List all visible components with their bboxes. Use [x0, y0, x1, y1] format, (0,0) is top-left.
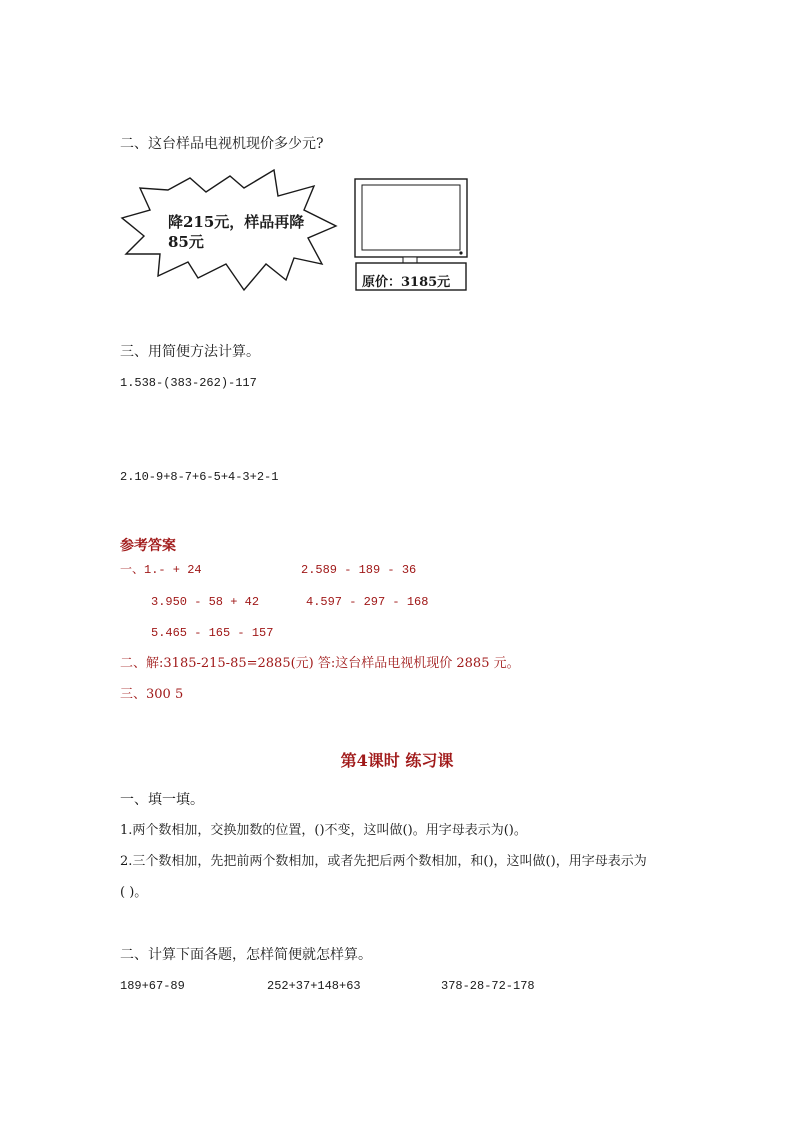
section2-question: 二、这台样品电视机现价多少元?	[120, 136, 324, 152]
section3-question-2: 2.10-9+8-7+6-5+4-3+2-1	[120, 470, 279, 484]
answer-1-part-4: 4.597 - 297 - 168	[306, 595, 429, 609]
part1-question-2-continued: ( )。	[120, 885, 148, 900]
section3-question-1: 1.538-(383-262)-117	[120, 376, 257, 390]
answer-3: 三、300 5	[120, 687, 184, 702]
burst-line-1: 降215元，样品再降	[168, 213, 305, 231]
answer-2	[120, 655, 520, 673]
answer-2-body: 解:3185-215-85=2885(元) 答:这台样品电视机现价 2885 元。	[146, 656, 520, 671]
answer-1-part-1: 一、1.- + 24	[120, 563, 202, 577]
part2-title: 二、计算下面各题，怎样简便就怎样算。	[120, 947, 372, 963]
answer-2-prefix: 二、	[120, 656, 147, 671]
part2-expression-2: 252+37+148+63	[267, 979, 361, 993]
part1-question-2: 2.三个数相加，先把前两个数相加，或者先把后两个数相加，和()，这叫做()，用字母表示为	[120, 854, 647, 869]
burst-line-2: 85元	[168, 233, 204, 251]
part1-title: 一、填一填。	[120, 792, 204, 808]
section3-title: 三、用简便方法计算。	[120, 344, 260, 360]
part1-question-1: 1.两个数相加，交换加数的位置，()不变，这叫做()。用字母表示为()。	[120, 823, 527, 838]
answer-1-part-5: 5.465 - 165 - 157	[151, 626, 274, 640]
tv-original-price-label: 原价：3185元	[362, 275, 451, 290]
part2-expression-3: 378-28-72-178	[441, 979, 535, 993]
answer-1-part-3: 3.950 - 58 + 42	[151, 595, 260, 609]
answers-heading: 参考答案	[120, 538, 176, 554]
part2-expression-1: 189+67-89	[120, 979, 185, 993]
price-drop-burst	[118, 168, 338, 293]
television-figure	[354, 178, 470, 294]
lesson-title: 第4课时 练习课	[340, 751, 454, 770]
answer-1-part-2: 2.589 - 189 - 36	[301, 563, 417, 577]
